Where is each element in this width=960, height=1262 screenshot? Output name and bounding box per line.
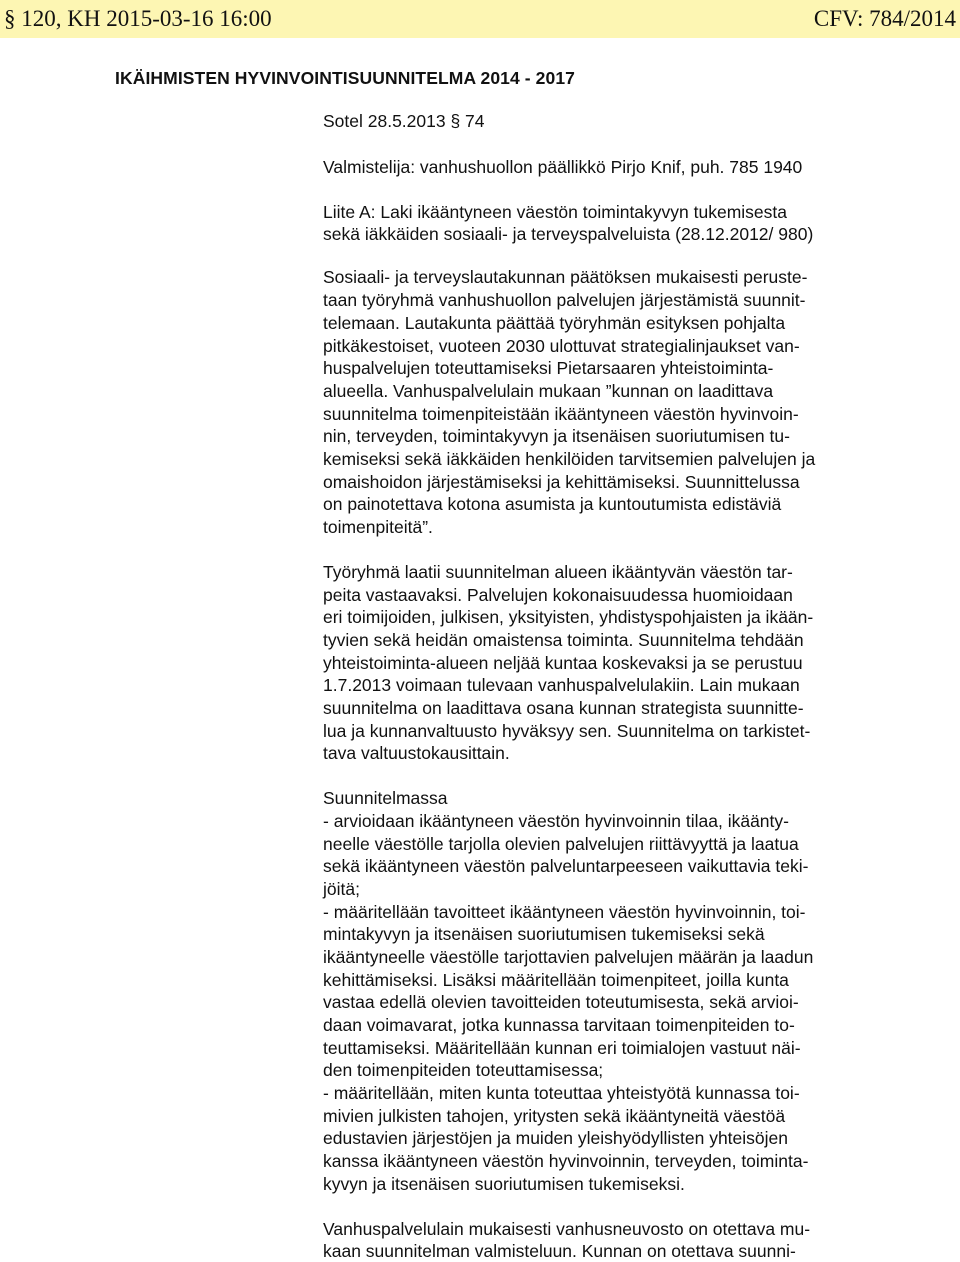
paragraph-line: eri toimijoiden, julkisen, yksityisten, yhdistyspohjaisten ja ikään- (323, 607, 814, 627)
paragraph-line: taan työryhmä vanhushuollon palvelujen järjestämistä suunnit- (323, 290, 806, 310)
paragraph-line: toimenpiteitä”. (323, 517, 433, 537)
list-item-line: edustavien järjestöjen ja muiden yleishyödyllisten yhteisöjen (323, 1128, 788, 1148)
paragraph-line: tyvien sekä heidän omaistensa toiminta. Suunnitelma tehdään (323, 630, 804, 650)
list-item-line: den toimenpiteiden toteuttamisessa; (323, 1060, 604, 1080)
list-item-line: ikääntyneelle väestölle tarjottavien palvelujen määrän ja laadun (323, 947, 814, 967)
case-header-bar (0, 0, 960, 38)
list-item-line: kyvyn ja itsenäisen suoriutumisen tukemiseksi. (323, 1174, 685, 1194)
paragraph-line: tava valtuustokausittain. (323, 743, 510, 763)
case-section-reference: § 120, KH 2015-03-16 16:00 (4, 6, 272, 31)
paragraph-line: kaan suunnitelman valmisteluun. Kunnan on otettava suunni- (323, 1241, 796, 1261)
attachment-line: Liite A: Laki ikääntyneen väestön toimintakyvyn tukemisesta (323, 202, 787, 222)
case-file-number: CFV: 784/2014 (813, 6, 956, 31)
paragraph-line: on painotettava kotona asumista ja kuntoutumista edistäviä (323, 494, 782, 514)
list-item-line: - määritellään, miten kunta toteuttaa yhteistyötä kunnassa toi- (323, 1083, 800, 1103)
paragraph-line: lua ja kunnanvaltuusto hyväksyy sen. Suunnitelma on tarkistet- (323, 721, 811, 741)
list-item-line: vastaa edellä olevien tavoitteiden toteutumisesta, sekä arvioi- (323, 992, 799, 1012)
list-item-line: - arvioidaan ikääntyneen väestön hyvinvoinnin tilaa, ikäänty- (323, 811, 789, 831)
paragraph-line: kemiseksi sekä iäkkäiden henkilöiden tarvitsemien palvelujen ja (323, 449, 816, 469)
paragraph-line: yhteistoiminta-alueen neljää kuntaa koskevaksi ja se perustuu (323, 653, 803, 673)
list-item-line: - määritellään tavoitteet ikääntyneen väestön hyvinvoinnin, toi- (323, 902, 806, 922)
paragraph-line: Vanhuspalvelulain mukaisesti vanhusneuvosto on otettava mu- (323, 1219, 811, 1239)
paragraph-line: suunnitelma toimenpiteistään ikääntyneen väestön hyvinvoin- (323, 404, 799, 424)
list-item-line: jöitä; (323, 879, 360, 899)
list-item-line: mintakyvyn ja itsenäisen suoriutumisen tukemiseksi sekä (323, 924, 765, 944)
paragraph-line: Työryhmä laatii suunnitelman alueen ikääntyvän väestön tar- (323, 562, 793, 582)
paragraph-line: alueella. Vanhuspalvelulain mukaan ”kunnan on laadittava (323, 381, 774, 401)
paragraph-line: nin, terveyden, toimintakyvyn ja itsenäisen suoriutumisen tu- (323, 426, 790, 446)
list-item-line: kehittämiseksi. Lisäksi määritellään toimenpiteet, joilla kunta (323, 970, 789, 990)
paragraph-line: telemaan. Lautakunta päättää työryhmän esityksen pohjalta (323, 313, 786, 333)
meeting-reference: Sotel 28.5.2013 § 74 (323, 111, 485, 131)
paragraph-line: peita vastaavaksi. Palvelujen kokonaisuudessa huomioidaan (323, 585, 793, 605)
preparer-line: Valmistelija: vanhushuollon päällikkö Pirjo Knif, puh. 785 1940 (323, 157, 803, 177)
list-item-line: mivien julkisten tahojen, yritysten sekä ikääntyneitä väestöä (323, 1106, 786, 1126)
list-item-line: kanssa ikääntyneen väestön hyvinvoinnin, terveyden, toiminta- (323, 1151, 809, 1171)
attachment-line: sekä iäkkäiden sosiaali- ja terveyspalveluista (28.12.2012/ 980) (323, 224, 814, 244)
list-item-line: neelle väestölle tarjolla olevien palvelujen riittävyyttä ja laatua (323, 834, 799, 854)
paragraph-line: omaishoidon järjestämiseksi ja kehittämiseksi. Suunnittelussa (323, 472, 800, 492)
paragraph-line: pitkäkestoiset, vuoteen 2030 ulottuvat strategialinjaukset van- (323, 336, 800, 356)
paragraph-line: Sosiaali- ja terveyslautakunnan päätöksen mukaisesti peruste- (323, 267, 808, 287)
section-heading: Suunnitelmassa (323, 788, 448, 808)
paragraph-line: suunnitelma on laadittava osana kunnan strategista suunnitte- (323, 698, 804, 718)
document-title: IKÄIHMISTEN HYVINVOINTISUUNNITELMA 2014 - 2017 (115, 68, 576, 88)
paragraph-line: huspalvelujen toteuttamiseksi Pietarsaaren yhteistoiminta- (323, 358, 774, 378)
list-item-line: teuttamiseksi. Määritellään kunnan eri toimialojen vastuut näi- (323, 1038, 801, 1058)
list-item-line: daan voimavarat, jotka kunnassa tarvitaan toimenpiteiden to- (323, 1015, 795, 1035)
paragraph-line: 1.7.2013 voimaan tulevaan vanhuspalvelulakiin. Lain mukaan (323, 675, 800, 695)
list-item-line: sekä ikääntyneen väestön palveluntarpeeseen vaikuttavia teki- (323, 856, 809, 876)
